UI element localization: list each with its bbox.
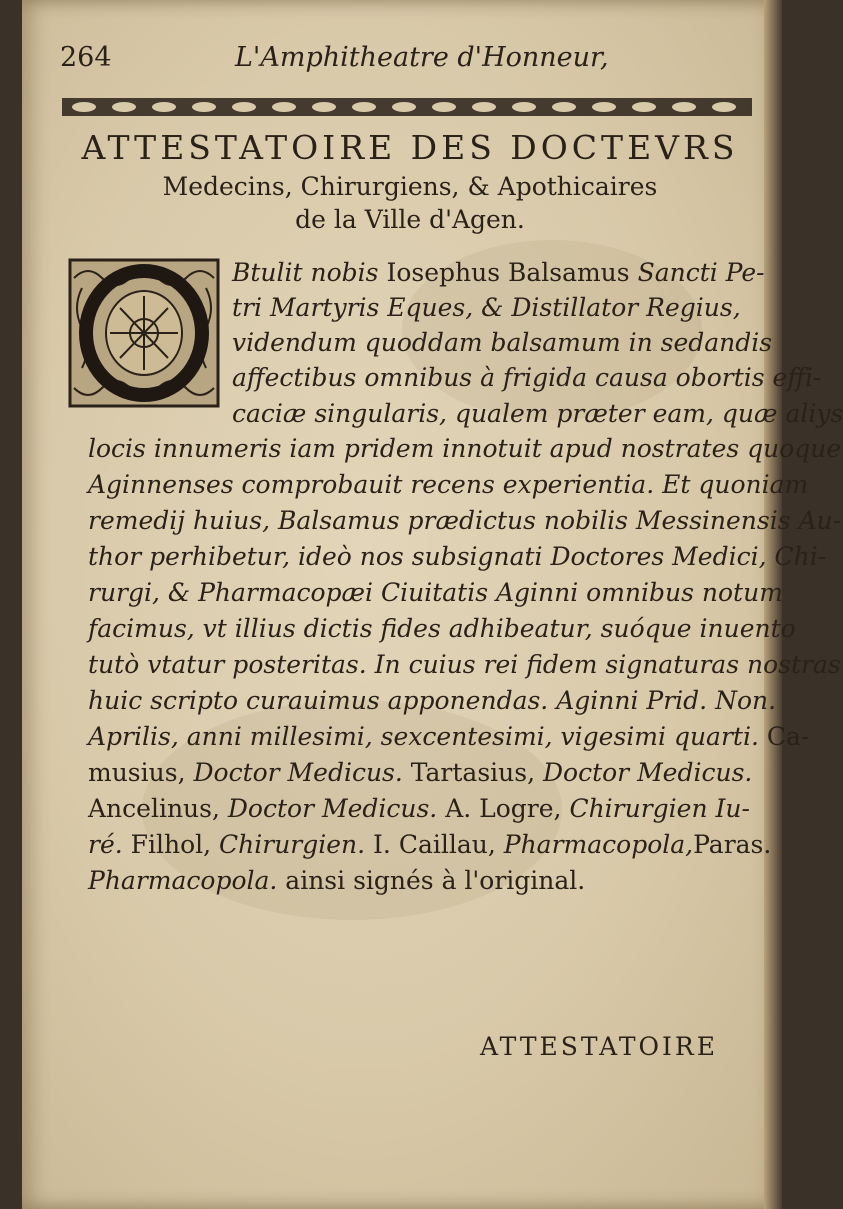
page-header xyxy=(60,42,760,82)
text-run: Chirurgien Iu- xyxy=(569,794,750,823)
text-run: Filhol, xyxy=(122,830,220,859)
body-line-10: rurgi, & Pharmacopæi Ciuitatis Aginni omnibus notum xyxy=(88,578,783,607)
ornament-band xyxy=(62,96,752,118)
body-line-4: affectibus omnibus à frigida causa obortis effi- xyxy=(232,363,822,392)
title-line-3: de la Ville d'Agen. xyxy=(295,205,525,234)
text-run: Paras. xyxy=(693,830,772,859)
text-run: Ancelinus, xyxy=(88,794,228,823)
text-run: Doctor Medicus. xyxy=(193,758,403,787)
running-title: L'Amphitheatre d'Honneur, xyxy=(235,42,609,73)
text-run: Chirurgien. xyxy=(219,830,366,859)
body-line-11: facimus, vt illius dictis fides adhibeatur, suóque inuento xyxy=(88,614,796,643)
text-run: Aprilis, anni millesimi, sexcentesimi, vigesimi quarti. xyxy=(88,722,759,751)
title-line-1: ATTESTATOIRE DES DOCTEVRS xyxy=(81,128,739,167)
text-run: Pharmacopola, xyxy=(503,830,694,859)
text-run: Tartasius, xyxy=(402,758,543,787)
text-run: I. Caillau, xyxy=(365,830,504,859)
title-line-2: Medecins, Chirurgiens, & Apothicaires xyxy=(162,172,658,201)
text-run: Iosephus Balsamus xyxy=(386,258,638,287)
text-run: ré. xyxy=(88,830,123,859)
body-line-9: thor perhibetur, ideò nos subsignati Doctores Medici, Chi- xyxy=(88,542,827,571)
body-line-15 xyxy=(88,758,752,788)
body-line-6: locis innumeris iam pridem innotuit apud nostrates quoque xyxy=(88,434,842,463)
body-line-13: huic scripto curauimus apponendas. Aginni Prid. Non. xyxy=(88,686,777,715)
body-line-2: tri Martyris Eques, & Distillator Regius, xyxy=(232,293,741,322)
text-run: ainsi signés à l'original. xyxy=(277,866,586,895)
body-line-18 xyxy=(88,866,585,896)
text-run: Pharmacopola. xyxy=(88,866,278,895)
text-run: Doctor Medicus. xyxy=(542,758,753,787)
initial-letter xyxy=(68,258,220,408)
page-number: 264 xyxy=(60,42,112,73)
body-line-5: caciæ singularis, qualem præter eam, quæ aliys xyxy=(232,399,843,428)
body-line-14 xyxy=(88,722,809,752)
body-line-12: tutò vtatur posteritas. In cuius rei fidem signaturas nostras xyxy=(88,650,841,679)
text-run: Sancti Pe- xyxy=(637,258,765,287)
body-line-7: Aginnenses comprobauit recens experientia. Et quoniam xyxy=(88,470,809,499)
text-run: Btulit nobis xyxy=(232,258,387,287)
text-run: Ca- xyxy=(758,722,810,751)
catchword: ATTESTATOIRE xyxy=(480,1032,718,1061)
body-line-16 xyxy=(88,794,750,824)
decorated-initial xyxy=(68,258,220,408)
body-line-8: remedij huius, Balsamus prædictus nobilis Messinensis Au- xyxy=(88,506,842,535)
body-line-1 xyxy=(232,258,765,288)
text-run: A. Logre, xyxy=(437,794,570,823)
body-line-3: videndum quoddam balsamum in sedandis xyxy=(232,328,773,357)
text-run: Doctor Medicus. xyxy=(227,794,438,823)
body-line-17 xyxy=(88,830,771,860)
text-run: musius, xyxy=(88,758,194,787)
